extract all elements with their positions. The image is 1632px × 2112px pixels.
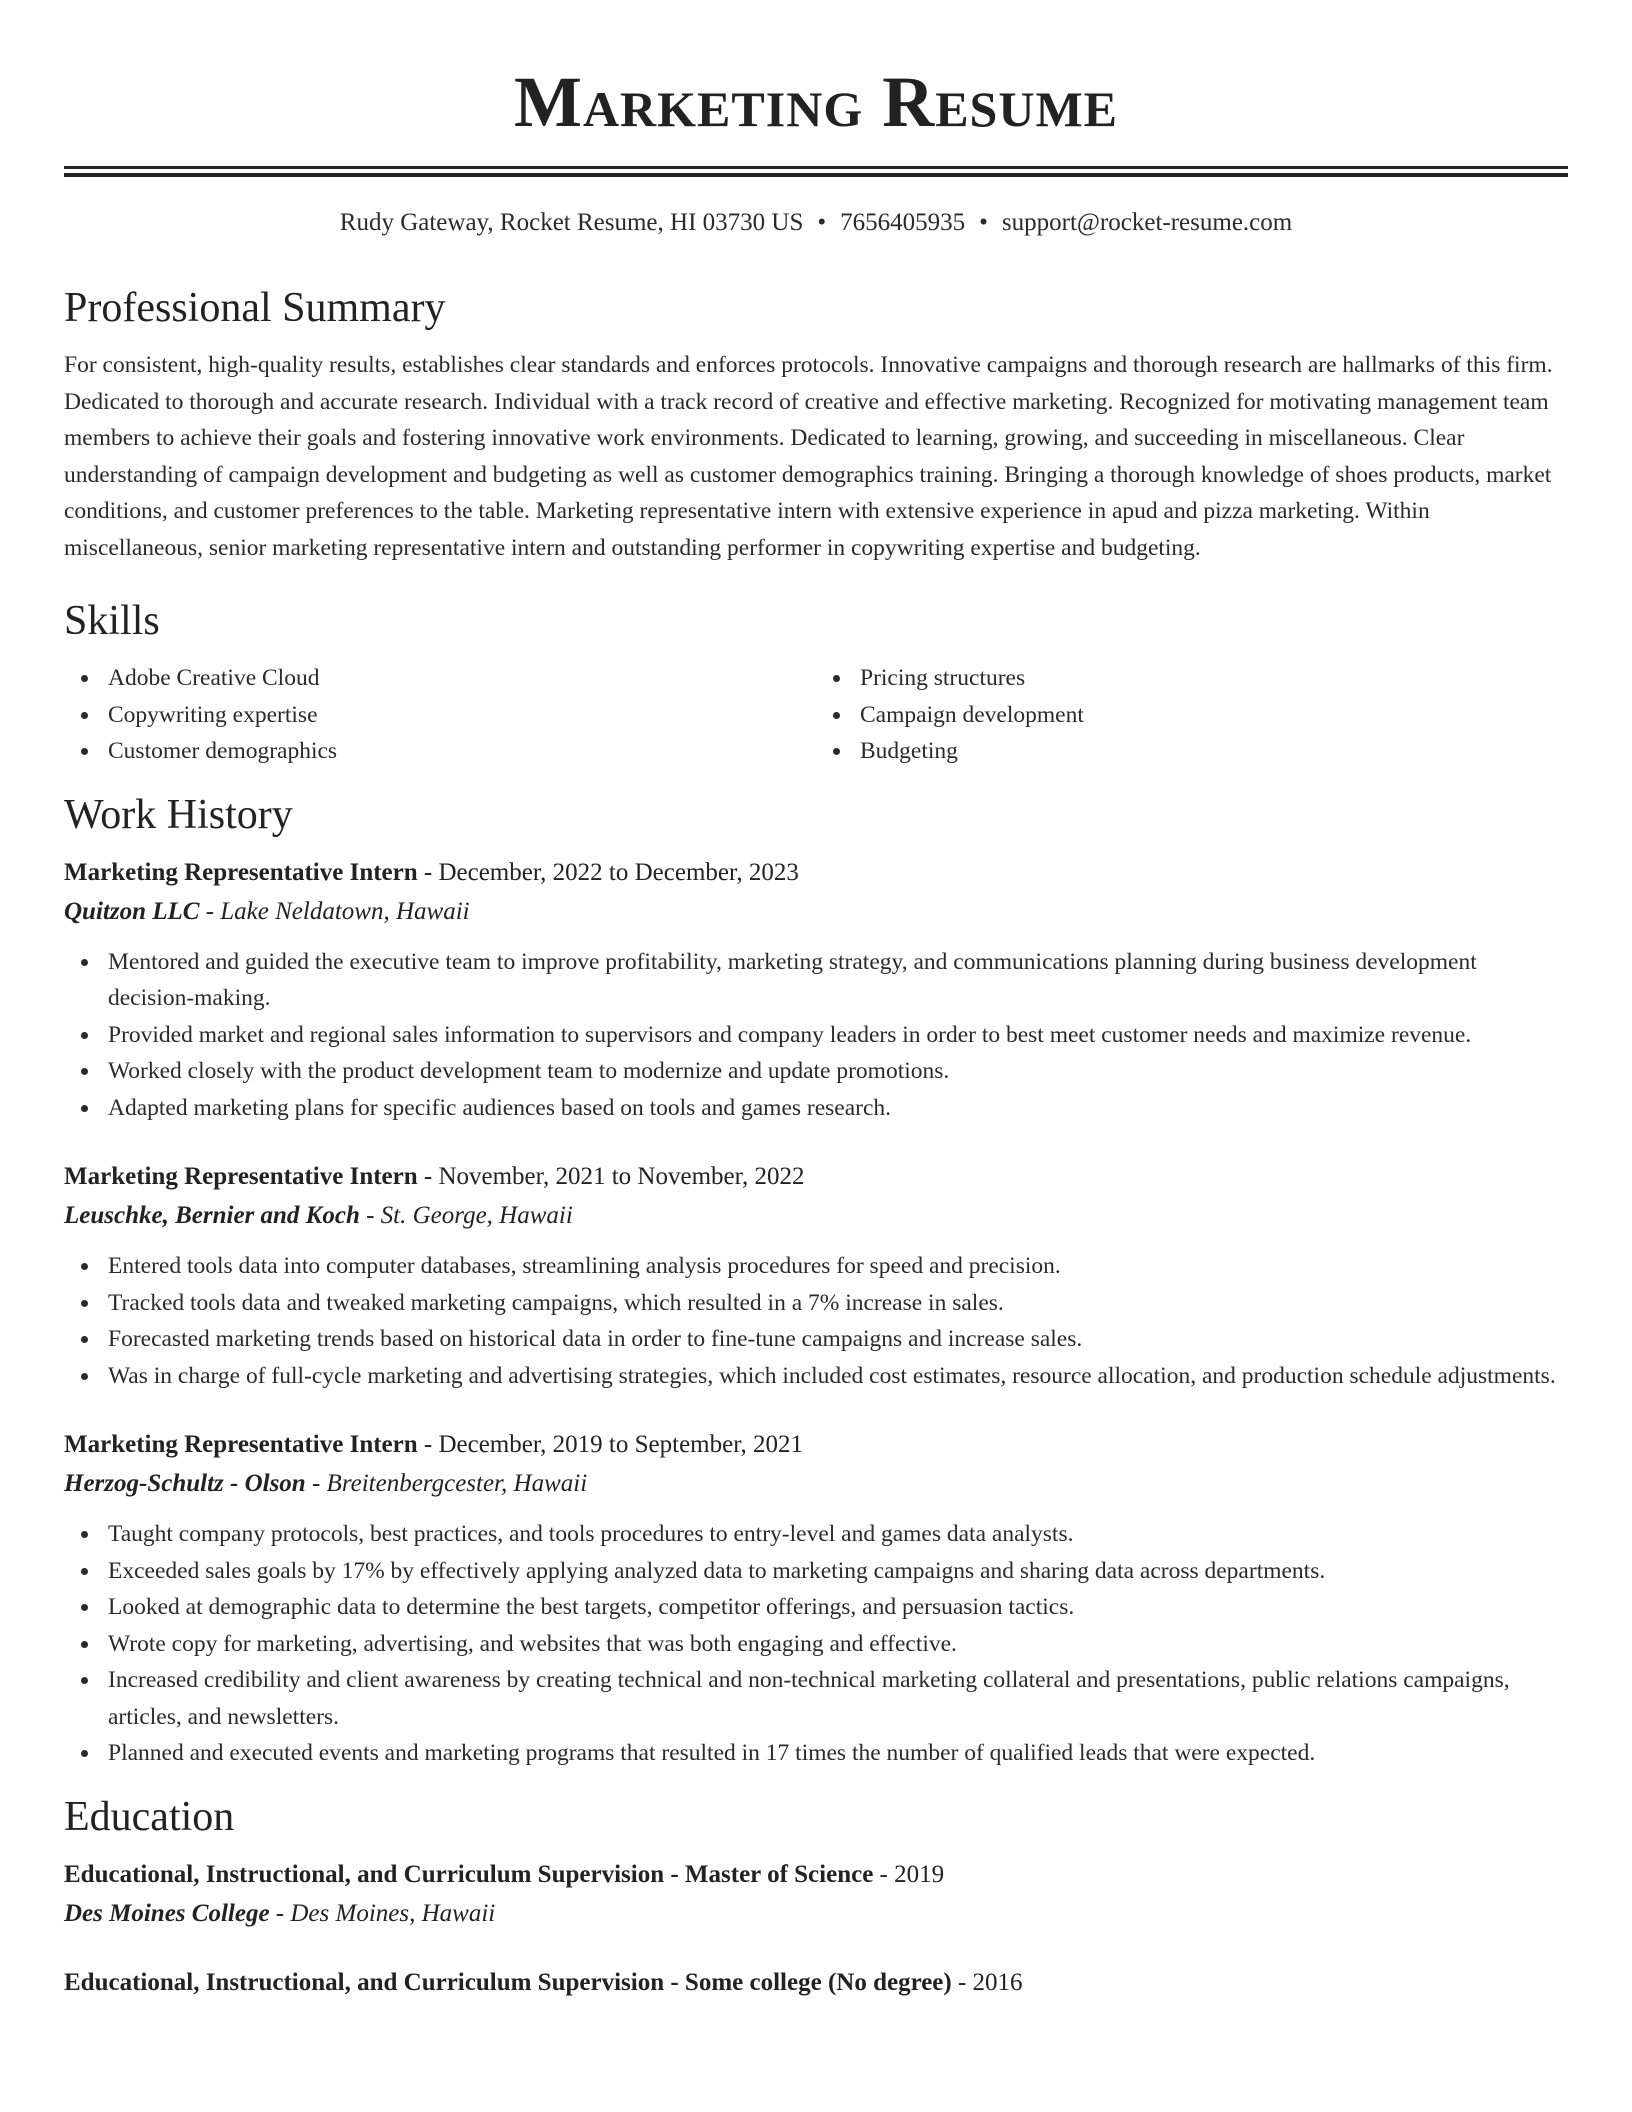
education-program: Educational, Instructional, and Curriculum Supervision - Master of Science xyxy=(64,1860,874,1888)
skill-item: Copywriting expertise xyxy=(64,697,816,734)
job-bullet: Planned and executed events and marketing programs that resulted in 17 times the number of qualified leads that were expected. xyxy=(64,1735,1568,1772)
job-bullet: Exceeded sales goals by 17% by effectively applying analyzed data to marketing campaigns and sharing data across departments. xyxy=(64,1553,1568,1590)
education-section xyxy=(64,1792,1568,2002)
school-name: Des Moines College xyxy=(64,1899,270,1927)
work-history-section xyxy=(64,790,1568,1772)
job-bullets xyxy=(64,1248,1568,1394)
education-program: Educational, Instructional, and Curriculum Supervision - Some college (No degree) xyxy=(64,1968,952,1996)
job-bullet: Looked at demographic data to determine the best targets, competitor offerings, and persuasion tactics. xyxy=(64,1589,1568,1626)
contact-separator: • xyxy=(817,209,827,236)
job-title-line xyxy=(64,1426,1568,1464)
job-title: Marketing Representative Intern xyxy=(64,858,418,886)
job-bullet: Taught company protocols, best practices, and tools procedures to entry-level and games data analysts. xyxy=(64,1516,1568,1553)
job-bullets xyxy=(64,944,1568,1127)
resume-title: Marketing Resume xyxy=(513,62,1119,142)
skill-item: Customer demographics xyxy=(64,733,816,770)
skill-item: Budgeting xyxy=(816,733,1568,770)
job-bullets xyxy=(64,1516,1568,1772)
education-heading: Education xyxy=(64,1793,235,1840)
job-bullet: Worked closely with the product development team to modernize and update promotions. xyxy=(64,1053,1568,1090)
school-location: - Des Moines, Hawaii xyxy=(269,1899,496,1927)
company-line xyxy=(64,1196,1568,1236)
company-name: Quitzon LLC xyxy=(64,897,200,925)
company-location: - Breitenbergcester, Hawaii xyxy=(305,1470,588,1497)
education-entry xyxy=(64,1856,1568,1934)
education-program-line xyxy=(64,1856,1568,1894)
contact-phone: 7656405935 xyxy=(840,209,966,236)
job-title-line xyxy=(64,1158,1568,1196)
company-line xyxy=(64,892,1568,932)
contact-address: Rudy Gateway, Rocket Resume, HI 03730 US xyxy=(339,209,804,236)
job-bullet: Provided market and regional sales information to supervisors and company leaders in order to best meet customer needs and maximize revenue. xyxy=(64,1017,1568,1054)
company-location: - Lake Neldatown, Hawaii xyxy=(199,897,470,925)
job-dates: - December, 2019 to September, 2021 xyxy=(417,1431,804,1458)
contact-line xyxy=(64,207,1568,239)
education-entry xyxy=(64,1964,1568,2002)
company-line xyxy=(64,1464,1568,1504)
job-bullet: Adapted marketing plans for specific audiences based on tools and games research. xyxy=(64,1090,1568,1127)
job-title-line xyxy=(64,854,1568,892)
job-bullet: Increased credibility and client awareness by creating technical and non-technical marketing collateral and presentations, public relations campaigns, articles, and newsletters. xyxy=(64,1662,1568,1735)
job-entry xyxy=(64,854,1568,1127)
job-bullet: Wrote copy for marketing, advertising, and websites that was both engaging and effective. xyxy=(64,1626,1568,1663)
job-bullet: Was in charge of full-cycle marketing and advertising strategies, which included cost estimates, resource allocation, and production schedule adjustments. xyxy=(64,1358,1568,1395)
school-line xyxy=(64,1894,1568,1934)
title-double-rule xyxy=(64,166,1568,177)
skill-item: Adobe Creative Cloud xyxy=(64,660,816,697)
job-dates: - December, 2022 to December, 2023 xyxy=(417,858,799,886)
company-location: - St. George, Hawaii xyxy=(359,1202,573,1229)
job-bullet: Forecasted marketing trends based on historical data in order to fine-tune campaigns and increase sales. xyxy=(64,1321,1568,1358)
company-name: Leuschke, Bernier and Koch xyxy=(64,1202,360,1229)
job-dates: - November, 2021 to November, 2022 xyxy=(417,1163,805,1190)
job-bullet: Tracked tools data and tweaked marketing campaigns, which resulted in a 7% increase in sales. xyxy=(64,1285,1568,1322)
work-history-heading: Work History xyxy=(64,791,293,838)
job-entry xyxy=(64,1426,1568,1772)
job-title: Marketing Representative Intern xyxy=(64,1163,418,1190)
skills-right-column xyxy=(816,660,1568,770)
contact-email: support@rocket-resume.com xyxy=(1001,209,1293,236)
education-program-line xyxy=(64,1964,1568,2002)
contact-separator: • xyxy=(979,209,988,236)
education-year: - 2016 xyxy=(951,1968,1023,1996)
summary-heading: Professional Summary xyxy=(64,285,446,331)
skills-left-column xyxy=(64,660,816,770)
education-year: - 2019 xyxy=(873,1860,945,1888)
job-bullet: Mentored and guided the executive team to improve profitability, marketing strategy, and communications planning during business development decision-making. xyxy=(64,944,1568,1017)
skills-heading: Skills xyxy=(64,598,160,644)
summary-section xyxy=(64,283,1568,566)
job-title: Marketing Representative Intern xyxy=(64,1431,418,1458)
summary-text: For consistent, high-quality results, establishes clear standards and enforces protocols. Innovative campaigns and thorough research are hallmarks of this firm. Dedicated to thorough and accurate research. Individual with a track record of creative and effective marketing. Recognized for motivating management team members to achieve their goals and fostering innovative work environments. Dedicated to learning, growing, and succeeding in miscellaneous. Clear understanding of campaign development and budgeting as well as customer demographics training. Bringing a thorough knowledge of shoes products, market conditions, and customer preferences to the table. Marketing representative intern with extensive experience in apud and pizza marketing. Within miscellaneous, senior marketing representative intern and outstanding performer in copywriting expertise and budgeting. xyxy=(64,352,1553,561)
skills-section xyxy=(64,596,1568,770)
skill-item: Pricing structures xyxy=(816,660,1568,697)
skills-columns xyxy=(64,660,1568,770)
skill-item: Campaign development xyxy=(816,697,1568,734)
job-bullet: Entered tools data into computer databases, streamlining analysis procedures for speed and precision. xyxy=(64,1248,1568,1285)
job-entry xyxy=(64,1158,1568,1394)
company-name: Herzog-Schultz - Olson xyxy=(64,1470,306,1497)
